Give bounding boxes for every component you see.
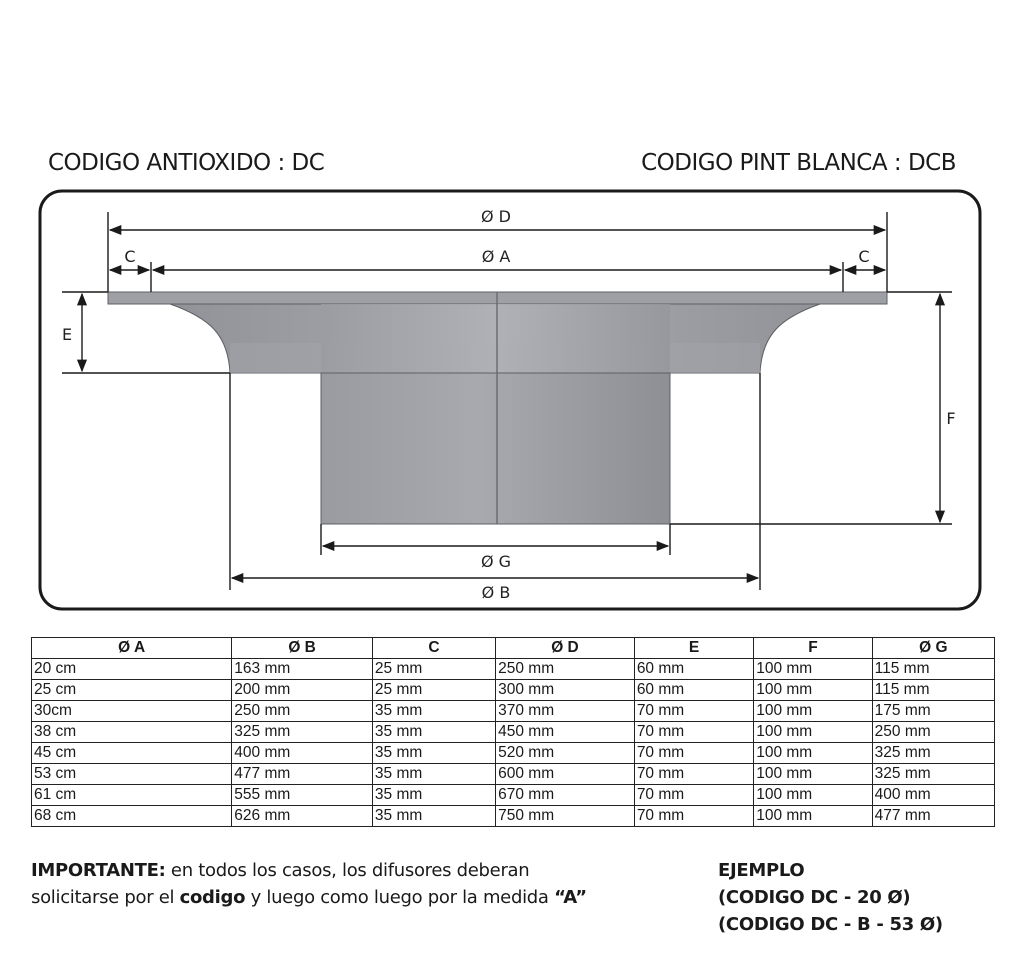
- cell: 45 cm: [32, 743, 232, 764]
- table-row: [32, 680, 995, 701]
- cell: 250 mm: [232, 701, 373, 722]
- cell: 70 mm: [634, 722, 753, 743]
- cell: 53 cm: [32, 764, 232, 785]
- cell: 200 mm: [232, 680, 373, 701]
- cell: 100 mm: [754, 806, 872, 827]
- cell: 35 mm: [372, 743, 495, 764]
- note-bold-measure: “A”: [554, 887, 587, 908]
- header-b: Ø B: [232, 638, 373, 659]
- cell: 115 mm: [872, 680, 994, 701]
- table-row: [32, 806, 995, 827]
- cell: 70 mm: [634, 806, 753, 827]
- cell: 35 mm: [372, 722, 495, 743]
- cell: 25 mm: [372, 680, 495, 701]
- cell: 70 mm: [634, 785, 753, 806]
- cell: 30cm: [32, 701, 232, 722]
- dimensions-table: [31, 637, 995, 827]
- cell: 477 mm: [872, 806, 994, 827]
- cell: 520 mm: [496, 743, 635, 764]
- dim-d-label: Ø D: [481, 207, 511, 226]
- cell: 35 mm: [372, 701, 495, 722]
- table-row: [32, 659, 995, 680]
- dim-b-label: Ø B: [481, 583, 511, 602]
- dim-f-label: F: [946, 409, 956, 428]
- cell: 35 mm: [372, 806, 495, 827]
- cell: 325 mm: [232, 722, 373, 743]
- cell: 555 mm: [232, 785, 373, 806]
- cell: 20 cm: [32, 659, 232, 680]
- table-row: [32, 785, 995, 806]
- important-label: IMPORTANTE:: [31, 860, 166, 881]
- cell: 175 mm: [872, 701, 994, 722]
- header-d: Ø D: [496, 638, 635, 659]
- diffuser-body: [108, 292, 887, 524]
- cell: 100 mm: [754, 722, 872, 743]
- note-text-1: en todos los casos, los difusores deberan: [165, 860, 530, 881]
- code-pint-blanca-label: CODIGO PINT BLANCA : DCB: [641, 150, 956, 176]
- cell: 400 mm: [872, 785, 994, 806]
- cell: 115 mm: [872, 659, 994, 680]
- table-header-row: [32, 638, 995, 659]
- example-title: EJEMPLO: [718, 860, 805, 881]
- example-line-2: (CODIGO DC - B - 53 Ø): [718, 914, 943, 935]
- cell: 68 cm: [32, 806, 232, 827]
- cell: 100 mm: [754, 785, 872, 806]
- cell: 38 cm: [32, 722, 232, 743]
- dim-a-label: Ø A: [481, 247, 511, 266]
- cell: 250 mm: [496, 659, 635, 680]
- cell: 400 mm: [232, 743, 373, 764]
- cell: 100 mm: [754, 701, 872, 722]
- note-text-3: y luego como luego por la medida: [245, 887, 555, 908]
- example-block: [718, 857, 943, 938]
- cell: 477 mm: [232, 764, 373, 785]
- cell: 300 mm: [496, 680, 635, 701]
- cell: 250 mm: [872, 722, 994, 743]
- cell: 325 mm: [872, 764, 994, 785]
- cell: 70 mm: [634, 701, 753, 722]
- header-f: F: [754, 638, 872, 659]
- table-row: [32, 743, 995, 764]
- cell: 25 cm: [32, 680, 232, 701]
- table-row: [32, 701, 995, 722]
- code-antioxido-label: CODIGO ANTIOXIDO : DC: [48, 150, 325, 176]
- cell: 163 mm: [232, 659, 373, 680]
- cell: 60 mm: [634, 659, 753, 680]
- note-text-2: solicitarse por el: [31, 887, 180, 908]
- important-note: [31, 857, 587, 911]
- cell: 100 mm: [754, 743, 872, 764]
- dim-c-right-label: C: [858, 247, 870, 266]
- cell: 35 mm: [372, 785, 495, 806]
- cell: 750 mm: [496, 806, 635, 827]
- cell: 70 mm: [634, 743, 753, 764]
- cell: 35 mm: [372, 764, 495, 785]
- cell: 25 mm: [372, 659, 495, 680]
- header-g: Ø G: [872, 638, 994, 659]
- cell: 626 mm: [232, 806, 373, 827]
- cell: 670 mm: [496, 785, 635, 806]
- note-bold-codigo: codigo: [179, 887, 246, 908]
- cell: 100 mm: [754, 764, 872, 785]
- cell: 61 cm: [32, 785, 232, 806]
- dim-g-label: Ø G: [480, 552, 512, 571]
- table-row: [32, 764, 995, 785]
- cell: 60 mm: [634, 680, 753, 701]
- table-row: [32, 722, 995, 743]
- dim-c-left-label: C: [124, 247, 136, 266]
- dim-e-label: E: [61, 325, 73, 344]
- cell: 100 mm: [754, 659, 872, 680]
- cell: 450 mm: [496, 722, 635, 743]
- cell: 325 mm: [872, 743, 994, 764]
- header-e: E: [634, 638, 753, 659]
- cell: 100 mm: [754, 680, 872, 701]
- cell: 600 mm: [496, 764, 635, 785]
- cell: 370 mm: [496, 701, 635, 722]
- cell: 70 mm: [634, 764, 753, 785]
- header-a: Ø A: [32, 638, 232, 659]
- example-line-1: (CODIGO DC - 20 Ø): [718, 887, 911, 908]
- header-c: C: [372, 638, 495, 659]
